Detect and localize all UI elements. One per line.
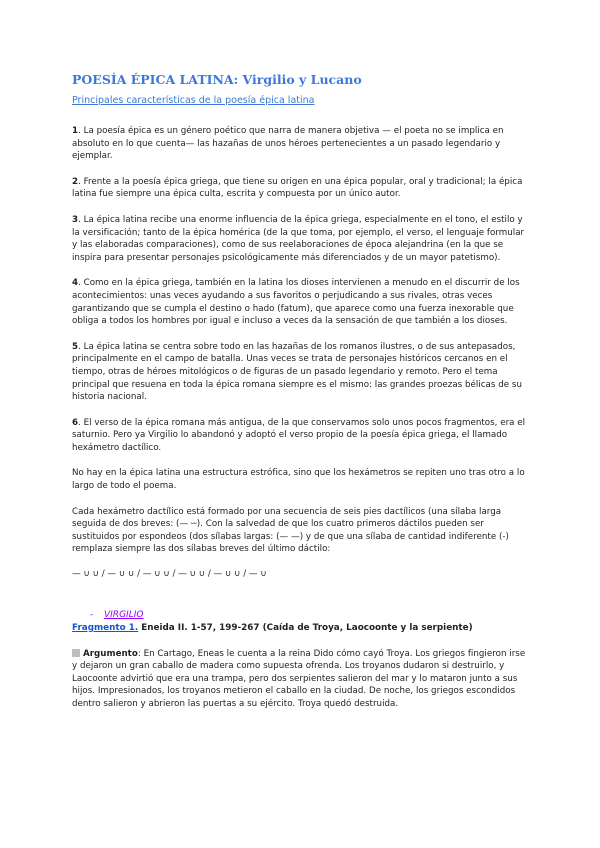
point-text: . El verso de la épica romana más antigua, de la que conservamos solo unos pocos fragmentos, era el saturnio. Pero ya Virgilio lo abandonó y adoptó el verso propio de la poesía épica griega, el llamado hexámetro dactílico. [72, 417, 526, 453]
point-number: 4 [72, 278, 79, 289]
point-number: 5 [72, 341, 79, 352]
point-text: . Frente a la poesía épica griega, que tiene su origen en una épica popular, oral y tradicional; la épica latina fue siempre una épica culta, escrita y compuesta por un único autor. [72, 176, 523, 200]
meter-scheme: — ∪ ∪ / — ∪ ∪ / — ∪ ∪ / — ∪ ∪ / — ∪ ∪ / — ∪ [72, 569, 267, 580]
fragment-heading [72, 622, 528, 635]
point-number: 3 [72, 214, 79, 225]
virgilio-link[interactable]: VIRGILIO [104, 609, 144, 620]
subtitle-link[interactable]: Principales características de la poesía épica latina [72, 95, 315, 106]
point-text: . La épica latina se centra sobre todo en las hazañas de los romanos ilustres, o de sus antepasados, principalmente en el campo de batalla. Unas veces se trata de personajes históricos cercanos en el tiempo, otras de héroes mitológicos o de figuras de un pasado legendario y remoto. Pero el tema principal que resuena en toda la épica romana siempre es el mismo: las grandes proezas bélicas de su historia nacional. [72, 341, 522, 403]
point-text: . La poesía épica es un género poético que narra de manera objetiva — el poeta no se implica en absoluto en lo que cuenta— las hazañas de unos héroes pertenecientes a un pasado legendario y ejemplar. [72, 126, 504, 162]
point-2 [72, 176, 528, 201]
paragraph-hexametro: Cada hexámetro dactílico está formado por una secuencia de seis pies dactílicos (una sílaba larga seguida de dos breves: (— ⏑⏑). Con la salvedad de que los cuatro primeros dáctilos pueden ser sustituidos por espondeos (dos sílabas largas: (— —) y de que una sílaba de cantidad indiferente (-) remplaza siempre las dos sílabas breves del último dáctilo: [72, 506, 509, 555]
point-6 [72, 417, 528, 455]
paragraph-estrofa: No hay en la épica latina una estructura estrófica, sino que los hexámetros se repiten uno tras otro a lo largo de todo el poema. [72, 468, 525, 492]
section-virgilio [72, 609, 528, 621]
point-text: . La épica latina recibe una enorme influencia de la épica griega, especialmente en el tono, el estilo y la versificación; tanto de la épica homérica (de la que toma, por ejemplo, el verso, el lenguaje formular y las elaboradas comparaciones), como de sus reelaboraciones de época alejandrina (en la que se inspira para presentar personajes psicológicamente más diferenciados y de un mayor patetismo). [72, 214, 525, 263]
point-number: 2 [72, 176, 79, 187]
fragment-title: Eneida II. 1-57, 199-267 (Caída de Troya, Laocoonte y la serpiente) [138, 622, 473, 633]
point-5 [72, 341, 528, 404]
bullet-dash: - [90, 609, 94, 620]
point-4 [72, 277, 528, 327]
point-3 [72, 214, 528, 264]
document-page [72, 72, 528, 711]
point-number: 1 [72, 126, 79, 136]
argumento-paragraph [72, 648, 528, 711]
point-text: . Como en la épica griega, también en la latina los dioses intervienen a menudo en el discurrir de los acontecimientos: unas veces ayudando a sus favoritos o perjudicando a sus rivales, otras veces garantizando que se cumpla el destino o hado (fatum), que aparece como una fuerza inexorable que obliga a todos los hombres por igual e incluso a veces da la sensación de que también a los dioses. [72, 278, 520, 327]
fragment-link[interactable]: Fragmento 1. [72, 622, 139, 633]
point-number: 6 [72, 417, 79, 428]
argumento-label: Argumento [83, 648, 138, 659]
square-bullet-icon [72, 649, 80, 657]
point-1 [72, 125, 528, 163]
argumento-text: : En Cartago, Eneas le cuenta a la reina Dido cómo cayó Troya. Los griegos fingieron irse y dejaron un gran caballo de madera como supuesta ofrenda. Los troyanos dudaron si destruirlo, y Laocoonte advirtió que era una trampa, pero dos serpientes salieron del mar y lo mataron junto a sus hijos. Impresionados, los troyanos metieron el caballo en la ciudad. De noche, los griegos escondidos dentro salieron y abrieron las puertas a su ejército. Troya quedó destruida. [72, 648, 526, 709]
document-title: POESÍA ÉPICA LATINA: Virgilio y Lucano [72, 72, 362, 87]
